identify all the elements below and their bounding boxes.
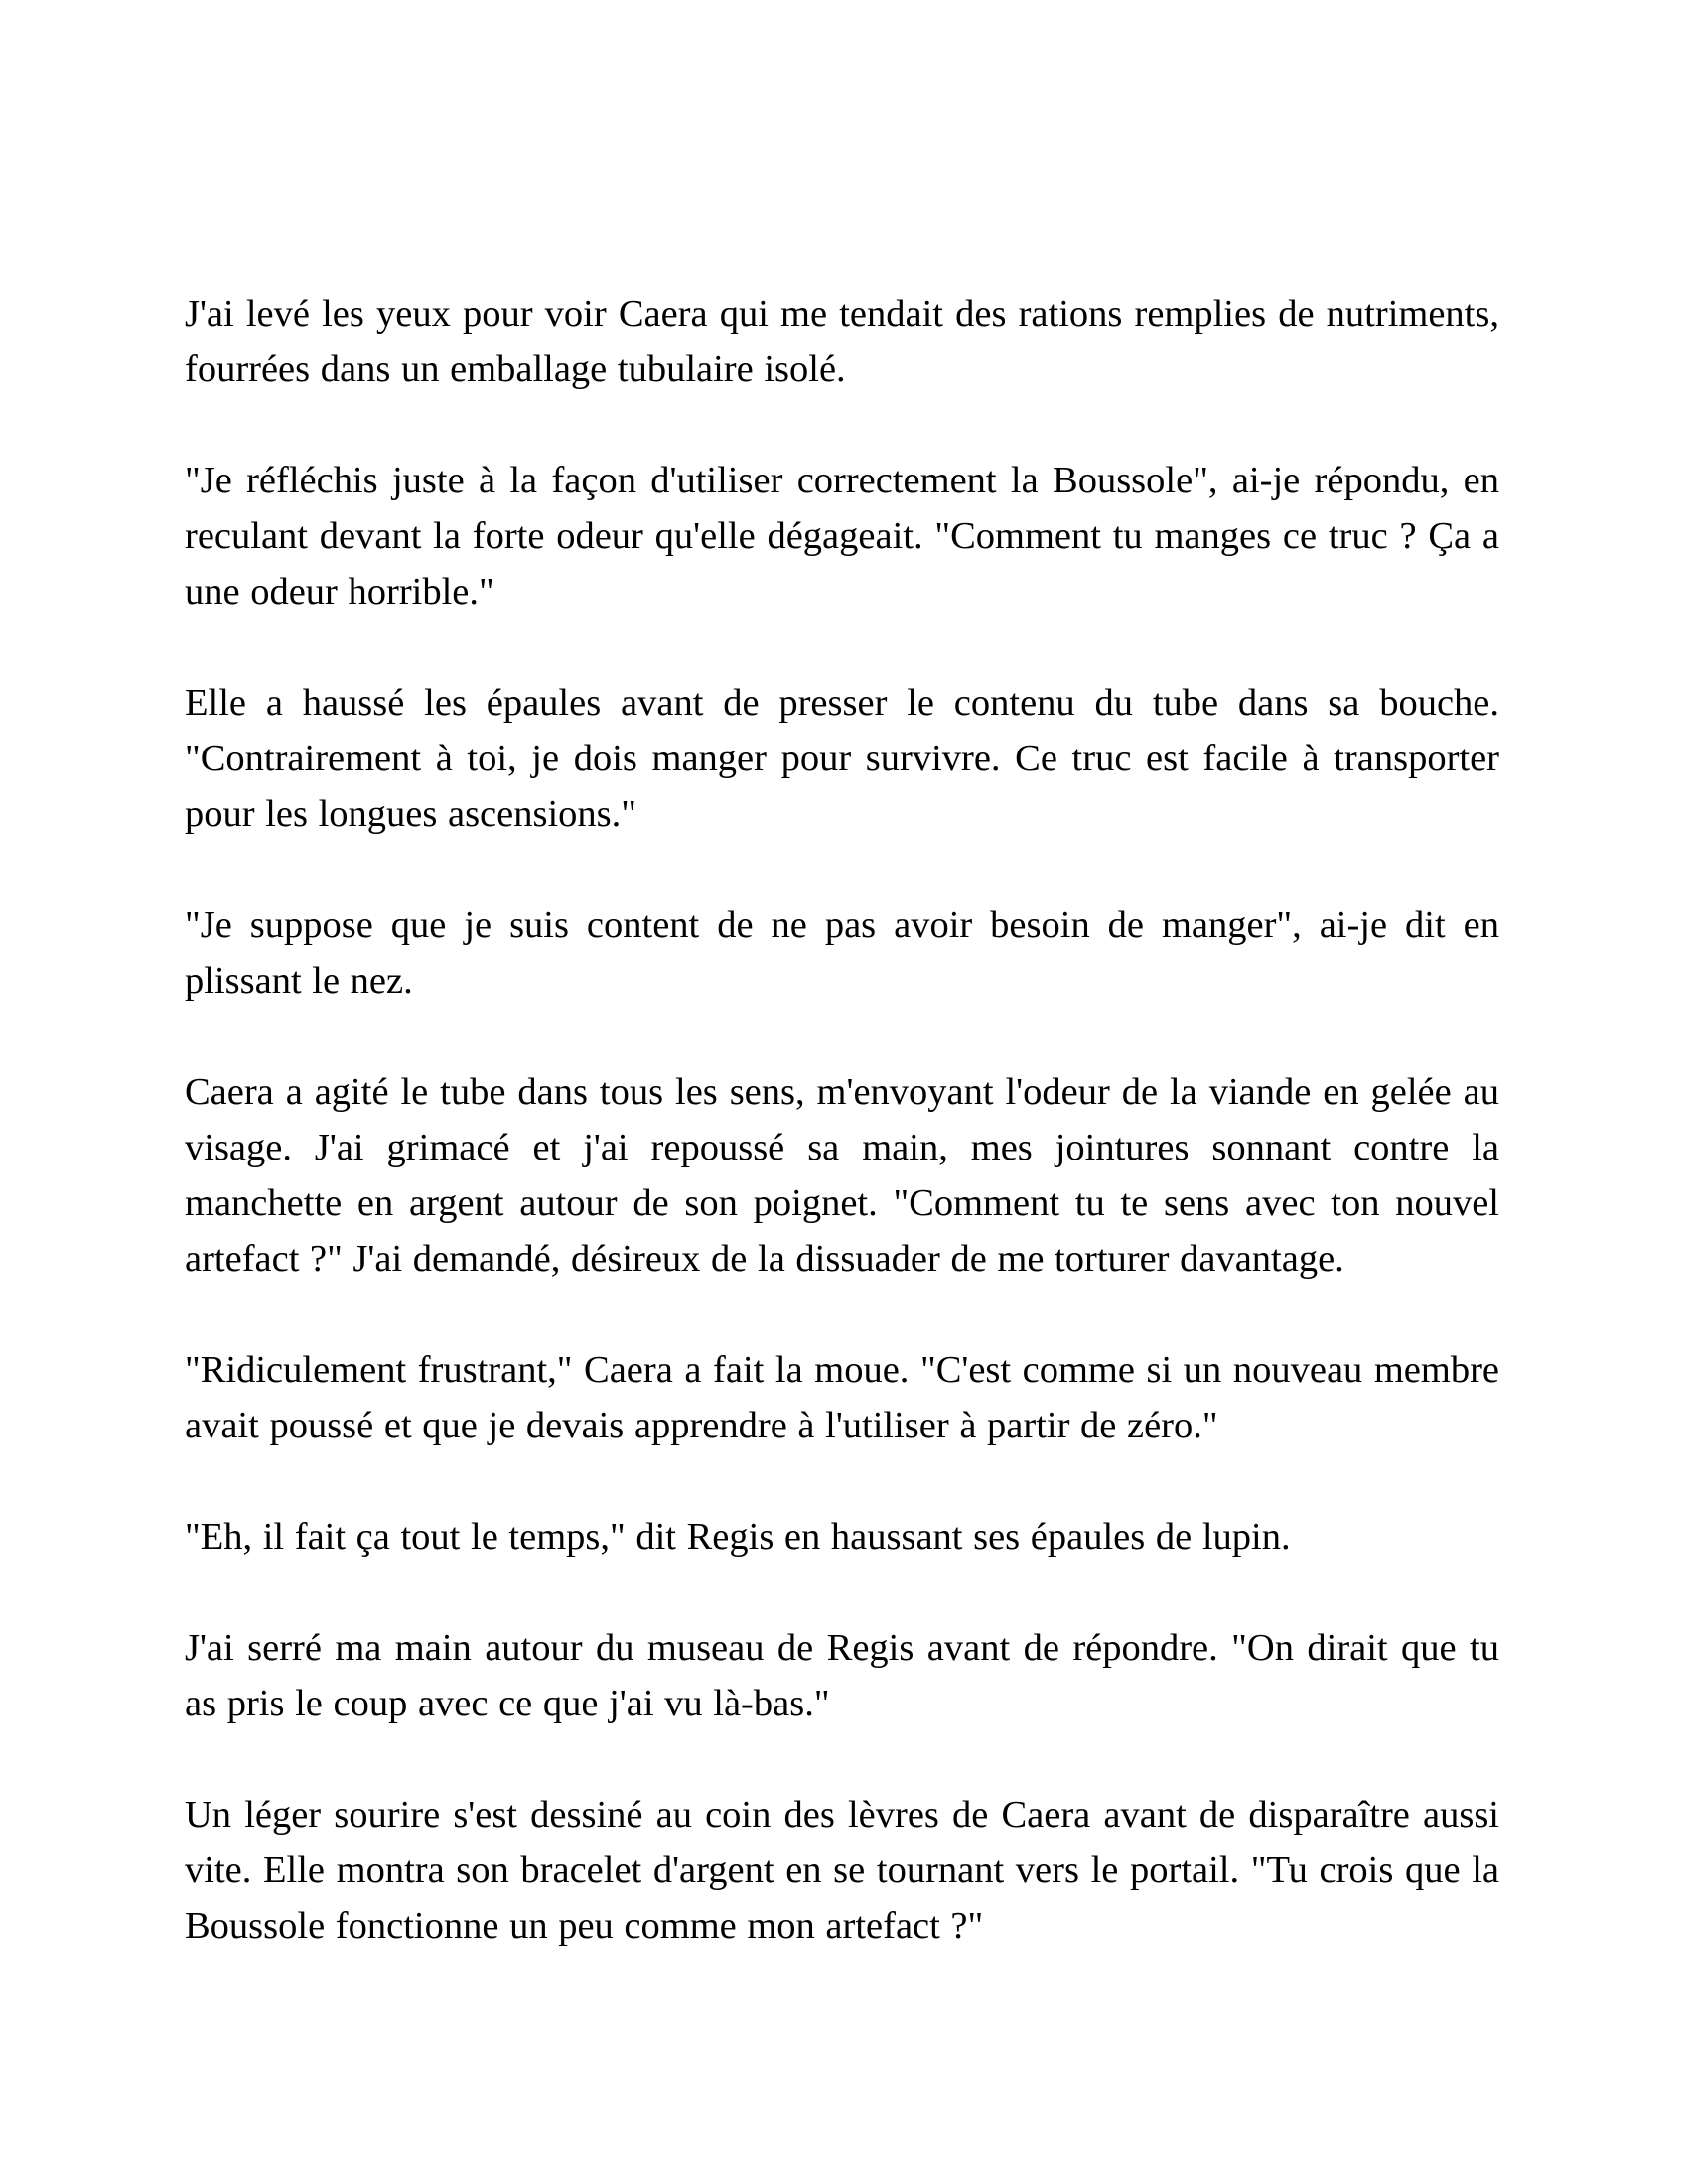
- paragraph: Caera a agité le tube dans tous les sens, m'envoyant l'odeur de la viande en gelée au visage. J'ai grimacé et j'ai repoussé sa main, mes jointures sonnant contre la manchette en argent autour de son poignet. "Comment tu te sens avec ton nouvel artefact ?" J'ai demandé, désireux de la dissuader de me torturer davantage.: [185, 1071, 1499, 1280]
- paragraph: Un léger sourire s'est dessiné au coin des lèvres de Caera avant de disparaître aussi vite. Elle montra son bracelet d'argent en se tournant vers le portail. "Tu crois que la Boussole fonctionne un peu comme mon artefact ?": [185, 1794, 1499, 1947]
- paragraph: "Eh, il fait ça tout le temps," dit Regis en haussant ses épaules de lupin.: [185, 1516, 1291, 1558]
- paragraph-container: [185, 286, 1499, 1954]
- paragraph: Elle a haussé les épaules avant de presser le contenu du tube dans sa bouche. "Contrairement à toi, je dois manger pour survivre. Ce truc est facile à transporter pour les longues ascensions.": [185, 682, 1499, 835]
- paragraph: J'ai serré ma main autour du museau de Regis avant de répondre. "On dirait que tu as pris le coup avec ce que j'ai vu là-bas.": [185, 1627, 1499, 1724]
- paragraph: "Je réfléchis juste à la façon d'utiliser correctement la Boussole", ai-je répondu, en reculant devant la forte odeur qu'elle dégageait. "Comment tu manges ce truc ? Ça a une odeur horrible.": [185, 460, 1499, 613]
- paragraph: J'ai levé les yeux pour voir Caera qui me tendait des rations remplies de nutriments, fourrées dans un emballage tubulaire isolé.: [185, 293, 1499, 390]
- paragraph: "Je suppose que je suis content de ne pas avoir besoin de manger", ai-je dit en plissant le nez.: [185, 904, 1499, 1002]
- paragraph: "Ridiculement frustrant," Caera a fait la moue. "C'est comme si un nouveau membre avait poussé et que je devais apprendre à l'utiliser à partir de zéro.": [185, 1349, 1499, 1446]
